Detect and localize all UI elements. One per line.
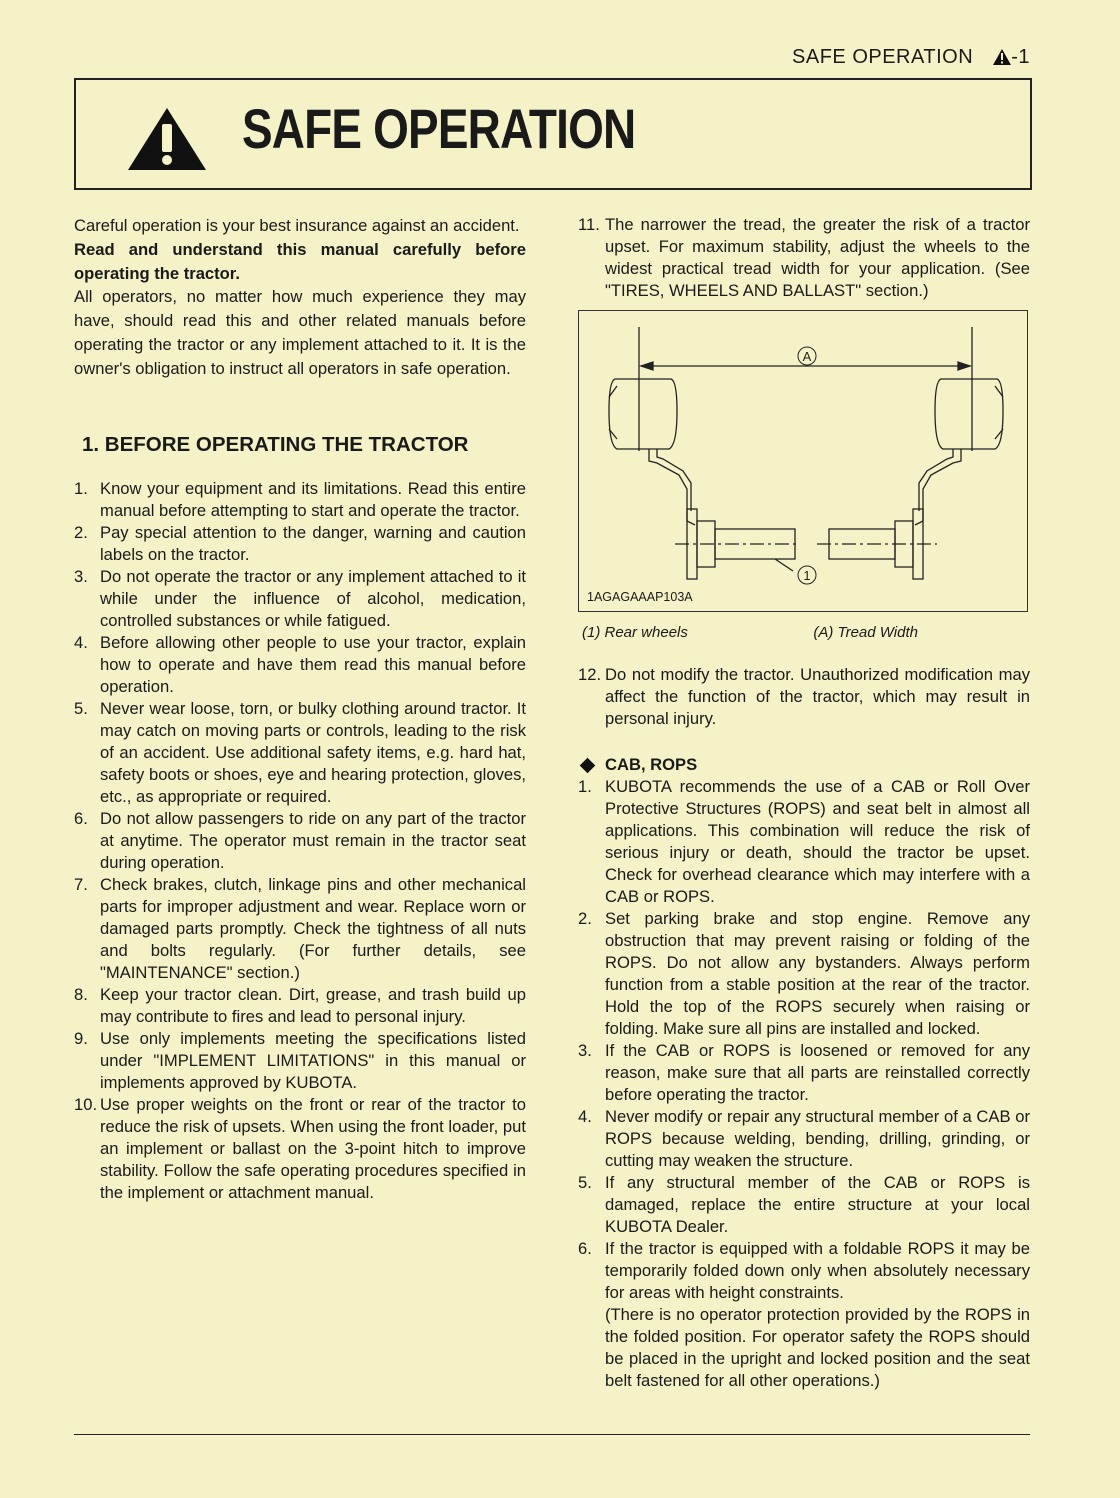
list-item: 6. Do not allow passengers to ride on any part of the tractor at anytime. The operator must remain in the tractor seat during operation. (74, 809, 526, 873)
list-item: 1. Know your equipment and its limitations. Read this entire manual before attempting to start and operate the tractor. (74, 479, 526, 521)
tread-width-figure (578, 310, 1028, 612)
figure-label-1: 1 (803, 568, 811, 583)
list-item: 5. If any structural member of the CAB or ROPS is damaged, replace the entire structure at your local KUBOTA Dealer. (578, 1173, 1030, 1236)
modify-list (578, 664, 1030, 730)
left-column (74, 214, 526, 1204)
bottom-rule (74, 1434, 1030, 1435)
list-item: 7. Check brakes, clutch, linkage pins and other mechanical parts for improper adjustment and wear. Replace worn or damaged parts promptly. Check the tightness of all nuts and bolts regularly. (For further details, see "MAINTENANCE" section.) (74, 875, 526, 983)
list-item: 6. If the tractor is equipped with a foldable ROPS it may be temporarily folded down only when absolutely necessary for areas with height constraints. (There is no operator protection provided by the ROPS in the folded position. For operator safety the ROPS should be placed in the upright and locked position and the seat belt fastened for all other operations.) (578, 1239, 1030, 1390)
section-heading: 1. BEFORE OPERATING THE TRACTOR (82, 432, 469, 456)
list-item: 3. Do not operate the tractor or any implement attached to it while under the influence of alcohol, medication, controlled substances or while fatigued. (74, 567, 526, 631)
list-item: 9. Use only implements meeting the specifications listed under "IMPLEMENT LIMITATIONS" in this manual or implements approved by KUBOTA. (74, 1029, 526, 1093)
list-item: 2. Set parking brake and stop engine. Remove any obstruction that may prevent raising or folding of the ROPS. Do not allow any bystanders. Always perform function from a stable position at the rear of the tractor. Hold the top of the ROPS securely when raising or folding. Make sure all pins are installed and locked. (578, 909, 1030, 1038)
figure-label-a: A (802, 349, 812, 364)
list-item: 10. Use proper weights on the front or rear of the tractor to reduce the risk of upsets. When using the front loader, put an implement or ballast on the 3-point hitch to improve stability. Follow the safe operating procedures specified in the implement or attachment manual. (74, 1095, 526, 1203)
page-header (792, 46, 1030, 69)
list-item: 4. Never modify or repair any structural member of a CAB or ROPS because welding, bending, drilling, grinding, or cutting may weaken the structure. (578, 1107, 1030, 1170)
diamond-bullet-icon (580, 757, 596, 773)
tread-width-diagram (579, 311, 1027, 611)
header-section-label: SAFE OPERATION (792, 46, 974, 68)
list-item: 11. The narrower the tread, the greater the risk of a tractor upset. For maximum stability, adjust the wheels to the widest practical tread width for your application. (See "TIRES, WHEELS AND BALLAST" section.) (578, 215, 1030, 300)
list-item: 1. KUBOTA recommends the use of a CAB or Roll Over Protective Structures (ROPS) and seat belt in almost all applications. This combination will reduce the risk of serious injury or death, should the tractor be upset. Check for overhead clearance which may interfere with a CAB or ROPS. (578, 777, 1030, 906)
warning-triangle-icon (993, 49, 1011, 65)
right-column (578, 214, 1030, 1392)
figure-caption (582, 622, 918, 644)
cab-rops-list (578, 776, 1030, 1392)
intro-paragraph: Careful operation is your best insurance against an accident. (74, 216, 520, 235)
list-item: 2. Pay special attention to the danger, warning and caution labels on the tractor. (74, 523, 526, 565)
list-item: 5. Never wear loose, torn, or bulky clothing around tractor. It may catch on moving parts or controls, leading to the risk of an accident. Use additional safety items, e.g. hard hat, safety boots or shoes, eye and hearing protection, gloves, etc., as appropriate or required. (74, 699, 526, 807)
page-title: SAFE OPERATION (242, 97, 636, 160)
intro-bold-paragraph: Read and understand this manual carefully before operating the tractor. (74, 239, 526, 283)
title-box (74, 78, 1032, 190)
header-page-number: -1 (1011, 46, 1030, 68)
caption-rear-wheels: (1) Rear wheels (582, 624, 688, 641)
cab-rops-heading: CAB, ROPS (578, 754, 1030, 776)
before-operating-list (74, 478, 526, 1204)
figure-code: 1AGAGAAAP103A (587, 590, 693, 604)
list-item: 8. Keep your tractor clean. Dirt, grease, and trash build up may contribute to fires and lead to personal injury. (74, 985, 526, 1027)
caption-tread-width: (A) Tread Width (813, 624, 918, 641)
list-item: 12. Do not modify the tractor. Unauthorized modification may affect the function of the tractor, which may result in personal injury. (578, 665, 1030, 728)
list-item: 3. If the CAB or ROPS is loosened or removed for any reason, make sure that all parts are reinstalled correctly before operating the tractor. (578, 1041, 1030, 1104)
intro-paragraph: All operators, no matter how much experience they may have, should read this and other related manuals before operating the tractor or any implement attached to it. It is the owner's obligation to instruct all operators in safe operation. (74, 287, 526, 378)
warning-triangle-icon (128, 108, 206, 170)
tread-list (578, 214, 1030, 302)
list-item: 4. Before allowing other people to use your tractor, explain how to operate and have them read this manual before operation. (74, 633, 526, 697)
